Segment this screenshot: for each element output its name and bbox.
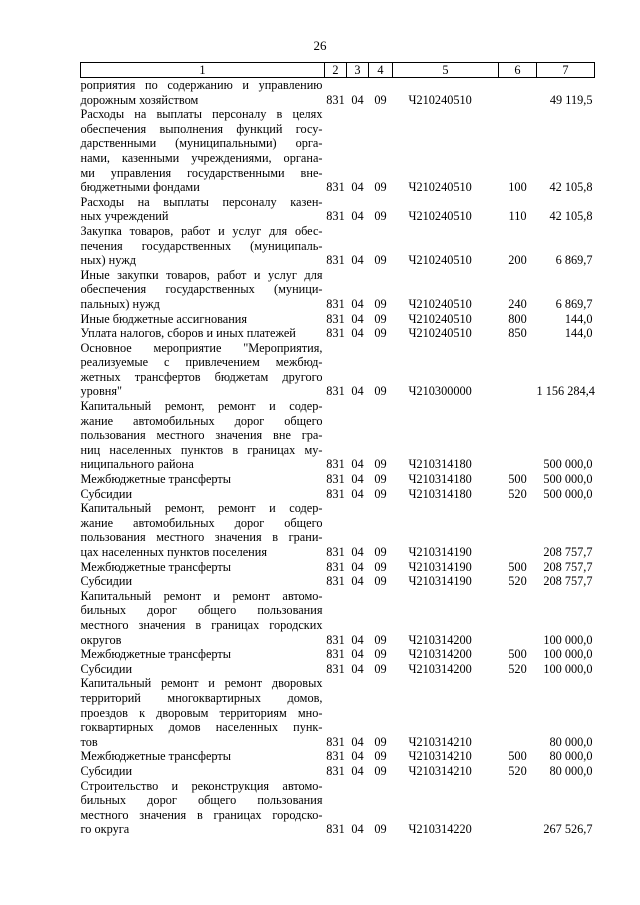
row-subsection: 09	[374, 180, 387, 195]
row-amount: 100 000,0	[543, 632, 593, 647]
row-admin-code: 831	[326, 296, 345, 311]
row-name	[81, 78, 325, 108]
table-row	[81, 268, 595, 312]
row-section: 04	[351, 749, 364, 764]
row-name-line: местного значения в границах городских	[80, 617, 323, 632]
row-target-article: Ч210314210	[408, 734, 472, 749]
row-amount: 208 757,7	[543, 545, 593, 559]
row-admin-code: 831	[326, 253, 345, 268]
row-name-line: Основное мероприятие "Мероприятия,	[80, 340, 323, 355]
row-name-line: Расходы на выплаты персоналу в целях	[80, 107, 323, 122]
row-admin-code: 831	[326, 545, 345, 559]
row-target-article: Ч210300000	[408, 384, 472, 399]
row-name-line: пользования местного значения в грани-	[80, 530, 323, 545]
row-name	[81, 399, 325, 472]
row-name	[81, 107, 325, 195]
row-subsection: 09	[374, 559, 387, 574]
table-header	[81, 63, 595, 78]
page-number: 26	[313, 38, 327, 53]
row-name-line: жетных трансфертов бюджетам другого	[80, 369, 323, 384]
row-amount: 6 869,7	[555, 253, 593, 268]
row-name-line: бильных дорог общего пользования	[80, 603, 323, 618]
table-body	[81, 78, 595, 837]
row-section: 04	[351, 545, 364, 559]
row-expense-type: 850	[508, 326, 527, 341]
row-name-line: округов	[80, 632, 122, 647]
row-expense-type: 520	[508, 661, 527, 676]
row-section: 04	[351, 311, 364, 326]
row-expense-type: 800	[508, 311, 527, 326]
row-amount: 208 757,7	[543, 559, 593, 574]
row-name-line: дарственными (муниципальными) орга-	[80, 136, 323, 151]
row-admin-code: 831	[326, 647, 345, 662]
row-subsection: 09	[374, 545, 387, 559]
row-expense-type: 520	[508, 486, 527, 501]
header-col-1: 1	[81, 63, 325, 78]
row-amount: 1 156 284,4	[536, 384, 595, 399]
row-name	[81, 574, 325, 589]
header-col-6: 6	[499, 63, 537, 78]
row-amount: 100 000,0	[543, 647, 593, 662]
row-admin-code: 831	[326, 209, 345, 224]
row-amount: 42 105,8	[549, 209, 593, 224]
row-subsection: 09	[374, 822, 387, 837]
header-col-7: 7	[537, 63, 595, 78]
row-subsection: 09	[374, 763, 387, 778]
row-section: 04	[351, 457, 364, 472]
row-section: 04	[351, 384, 364, 399]
row-subsection: 09	[374, 486, 387, 501]
row-subsection: 09	[374, 253, 387, 268]
row-expense-type: 500	[508, 749, 527, 764]
row-admin-code: 831	[326, 486, 345, 501]
row-name	[81, 779, 325, 837]
row-name	[81, 195, 325, 224]
row-name-line: Межбюджетные трансферты	[80, 559, 232, 574]
row-name-line: жание автомобильных дорог общего	[80, 413, 323, 428]
row-name-line: Межбюджетные трансферты	[80, 749, 232, 764]
row-admin-code: 831	[326, 822, 345, 837]
header-row	[81, 63, 595, 78]
row-subsection: 09	[374, 296, 387, 311]
row-amount: 80 000,0	[549, 763, 593, 778]
row-name-line: цах населенных пунктов поселения	[80, 545, 267, 559]
row-section: 04	[351, 822, 364, 837]
row-name	[81, 472, 325, 487]
row-target-article: Ч210240510	[408, 92, 472, 107]
row-target-article: Ч210240510	[408, 253, 472, 268]
row-subsection: 09	[374, 574, 387, 589]
row-name-line: Капитальный ремонт, ремонт и содер-	[80, 399, 323, 414]
row-amount: 49 119,5	[549, 92, 593, 107]
table-row	[81, 78, 595, 108]
table-row	[81, 589, 595, 647]
row-expense-type	[499, 779, 537, 837]
row-name-line: тов	[80, 734, 98, 749]
row-name-line: обеспечения выполнения функций госу-	[80, 121, 323, 136]
row-admin-code: 831	[326, 632, 345, 647]
row-name	[81, 764, 325, 779]
row-name	[81, 662, 325, 677]
row-expense-type: 100	[508, 180, 527, 195]
row-expense-type: 200	[508, 253, 527, 268]
row-target-article: Ч210314180	[408, 472, 472, 487]
row-name-line: Строительство и реконструкция автомо-	[80, 778, 323, 793]
row-target-article: Ч210240510	[408, 296, 472, 311]
row-subsection: 09	[374, 457, 387, 472]
row-name	[81, 560, 325, 575]
row-name	[81, 676, 325, 749]
row-subsection: 09	[374, 632, 387, 647]
row-name-line: ми управления государственными вне-	[80, 165, 323, 180]
row-admin-code: 831	[326, 472, 345, 487]
row-expense-type: 520	[508, 574, 527, 589]
row-section: 04	[351, 763, 364, 778]
table-row	[81, 326, 595, 341]
row-name-line: Капитальный ремонт и ремонт дворовых	[80, 676, 323, 691]
row-target-article: Ч210314210	[408, 763, 472, 778]
row-amount: 100 000,0	[543, 661, 593, 676]
row-admin-code: 831	[326, 574, 345, 589]
row-name-line: роприятия по содержанию и управлению	[80, 78, 323, 92]
row-name-line: ниципального района	[80, 457, 194, 472]
row-subsection: 09	[374, 472, 387, 487]
row-target-article: Ч210240510	[408, 326, 472, 341]
row-section: 04	[351, 559, 364, 574]
row-name-line: Расходы на выплаты персоналу казен-	[80, 194, 323, 209]
row-name-line: проездов к дворовым территориям мно-	[80, 705, 323, 720]
row-amount: 500 000,0	[543, 457, 593, 472]
table-row	[81, 662, 595, 677]
row-admin-code: 831	[326, 457, 345, 472]
row-name-line: дорожным хозяйством	[80, 92, 199, 107]
row-name-line: ных учреждений	[80, 209, 169, 224]
row-subsection: 09	[374, 326, 387, 341]
row-admin-code: 831	[326, 559, 345, 574]
row-name	[81, 589, 325, 647]
row-name-line: жание автомобильных дорог общего	[80, 515, 323, 530]
row-expense-type	[499, 341, 537, 399]
row-name	[81, 749, 325, 764]
row-section: 04	[351, 632, 364, 647]
row-name	[81, 647, 325, 662]
row-name-line: ниц населенных пунктов в границах му-	[80, 442, 323, 457]
table-row	[81, 676, 595, 749]
row-name-line: гоквартирных домов населенных пунк-	[80, 720, 323, 735]
row-section: 04	[351, 180, 364, 195]
row-amount: 500 000,0	[543, 472, 593, 487]
row-expense-type: 240	[508, 296, 527, 311]
row-target-article: Ч210314200	[408, 647, 472, 662]
row-target-article: Ч210314190	[408, 574, 472, 589]
row-admin-code: 831	[326, 763, 345, 778]
table-row	[81, 560, 595, 575]
row-expense-type	[499, 589, 537, 647]
row-expense-type: 500	[508, 647, 527, 662]
row-admin-code: 831	[326, 326, 345, 341]
row-name-line: Иные закупки товаров, работ и услуг для	[80, 267, 323, 282]
row-target-article: Ч210314200	[408, 632, 472, 647]
row-name-line: Субсидии	[80, 763, 133, 778]
row-name-line: ных) нужд	[80, 253, 136, 268]
row-expense-type: 500	[508, 559, 527, 574]
row-target-article: Ч210240510	[408, 209, 472, 224]
row-target-article: Ч210314220	[408, 822, 472, 837]
row-subsection: 09	[374, 734, 387, 749]
row-admin-code: 831	[326, 384, 345, 399]
row-amount: 80 000,0	[549, 734, 593, 749]
row-section: 04	[351, 296, 364, 311]
row-name	[81, 224, 325, 268]
row-amount: 500 000,0	[543, 486, 593, 501]
row-name	[81, 501, 325, 559]
row-admin-code: 831	[326, 92, 345, 107]
table-row	[81, 487, 595, 502]
table-row	[81, 195, 595, 224]
row-name-line: нами, казенными учреждениями, органа-	[80, 150, 323, 165]
table-row	[81, 472, 595, 487]
row-name-line: обеспечения государственных (муници-	[80, 282, 323, 297]
row-name-line: Закупка товаров, работ и услуг для обес-	[80, 223, 323, 238]
table-row	[81, 312, 595, 327]
row-expense-type	[499, 78, 537, 108]
row-name-line: Капитальный ремонт, ремонт и содер-	[80, 501, 323, 516]
row-admin-code: 831	[326, 661, 345, 676]
row-admin-code: 831	[326, 734, 345, 749]
row-name-line: Межбюджетные трансферты	[80, 472, 232, 487]
row-section: 04	[351, 209, 364, 224]
table-row	[81, 749, 595, 764]
row-name-line: го округа	[80, 822, 130, 837]
row-name	[81, 341, 325, 399]
row-expense-type	[499, 676, 537, 749]
row-expense-type: 520	[508, 763, 527, 778]
row-subsection: 09	[374, 209, 387, 224]
table-row	[81, 574, 595, 589]
row-amount: 6 869,7	[555, 296, 593, 311]
row-expense-type: 500	[508, 472, 527, 487]
row-name-line: территорий многоквартирных домов,	[80, 690, 323, 705]
row-name-line: бюджетными фондами	[80, 180, 200, 195]
table-row	[81, 341, 595, 399]
row-subsection: 09	[374, 311, 387, 326]
row-section: 04	[351, 647, 364, 662]
row-amount: 267 526,7	[543, 822, 593, 837]
table-row	[81, 779, 595, 837]
row-expense-type: 110	[508, 209, 527, 224]
row-name-line: пальных) нужд	[80, 296, 160, 311]
table-row	[81, 399, 595, 472]
row-name-line: бильных дорог общего пользования	[80, 793, 323, 808]
row-section: 04	[351, 326, 364, 341]
row-subsection: 09	[374, 384, 387, 399]
table-row	[81, 764, 595, 779]
row-subsection: 09	[374, 749, 387, 764]
row-target-article: Ч210314210	[408, 749, 472, 764]
row-admin-code: 831	[326, 180, 345, 195]
table-row	[81, 501, 595, 559]
header-col-4: 4	[369, 63, 393, 78]
row-expense-type	[499, 399, 537, 472]
row-name-line: Иные бюджетные ассигнования	[80, 311, 248, 326]
row-name-line: Субсидии	[80, 574, 133, 589]
row-name-line: печения государственных (муниципаль-	[80, 238, 323, 253]
row-admin-code: 831	[326, 749, 345, 764]
row-section: 04	[351, 574, 364, 589]
row-amount: 144,0	[564, 326, 593, 341]
row-name	[81, 268, 325, 312]
row-amount: 144,0	[564, 311, 593, 326]
table-row	[81, 224, 595, 268]
row-name-line: пользования местного значения вне гра-	[80, 428, 323, 443]
budget-table	[80, 62, 595, 837]
row-name-line: Субсидии	[80, 661, 133, 676]
row-section: 04	[351, 486, 364, 501]
row-amount: 80 000,0	[549, 749, 593, 764]
row-name-line: Уплата налогов, сборов и иных платежей	[80, 326, 296, 341]
row-name-line: уровня"	[80, 384, 123, 399]
row-admin-code: 831	[326, 311, 345, 326]
row-name	[81, 487, 325, 502]
row-subsection: 09	[374, 661, 387, 676]
row-name-line: Субсидии	[80, 486, 133, 501]
row-target-article: Ч210240510	[408, 311, 472, 326]
row-target-article: Ч210314200	[408, 661, 472, 676]
row-target-article: Ч210314190	[408, 545, 472, 559]
row-target-article: Ч210314190	[408, 559, 472, 574]
row-name-line: Межбюджетные трансферты	[80, 647, 232, 662]
row-section: 04	[351, 92, 364, 107]
row-name-line: реализуемые с привлечением межбюд-	[80, 355, 323, 370]
row-target-article: Ч210314180	[408, 486, 472, 501]
row-section: 04	[351, 734, 364, 749]
header-col-5: 5	[393, 63, 499, 78]
row-section: 04	[351, 661, 364, 676]
row-subsection: 09	[374, 92, 387, 107]
row-section: 04	[351, 253, 364, 268]
header-col-2: 2	[325, 63, 347, 78]
row-expense-type	[499, 501, 537, 559]
header-col-3: 3	[347, 63, 369, 78]
row-name-line: местного значения в границах городско-	[80, 807, 323, 822]
table-row	[81, 107, 595, 195]
table-row	[81, 647, 595, 662]
row-name	[81, 312, 325, 327]
row-section: 04	[351, 472, 364, 487]
row-name-line: Капитальный ремонт и ремонт автомо-	[80, 588, 323, 603]
row-name	[81, 326, 325, 341]
row-target-article: Ч210240510	[408, 180, 472, 195]
row-subsection: 09	[374, 647, 387, 662]
row-amount: 42 105,8	[549, 180, 593, 195]
row-amount: 208 757,7	[543, 574, 593, 589]
row-target-article: Ч210314180	[408, 457, 472, 472]
